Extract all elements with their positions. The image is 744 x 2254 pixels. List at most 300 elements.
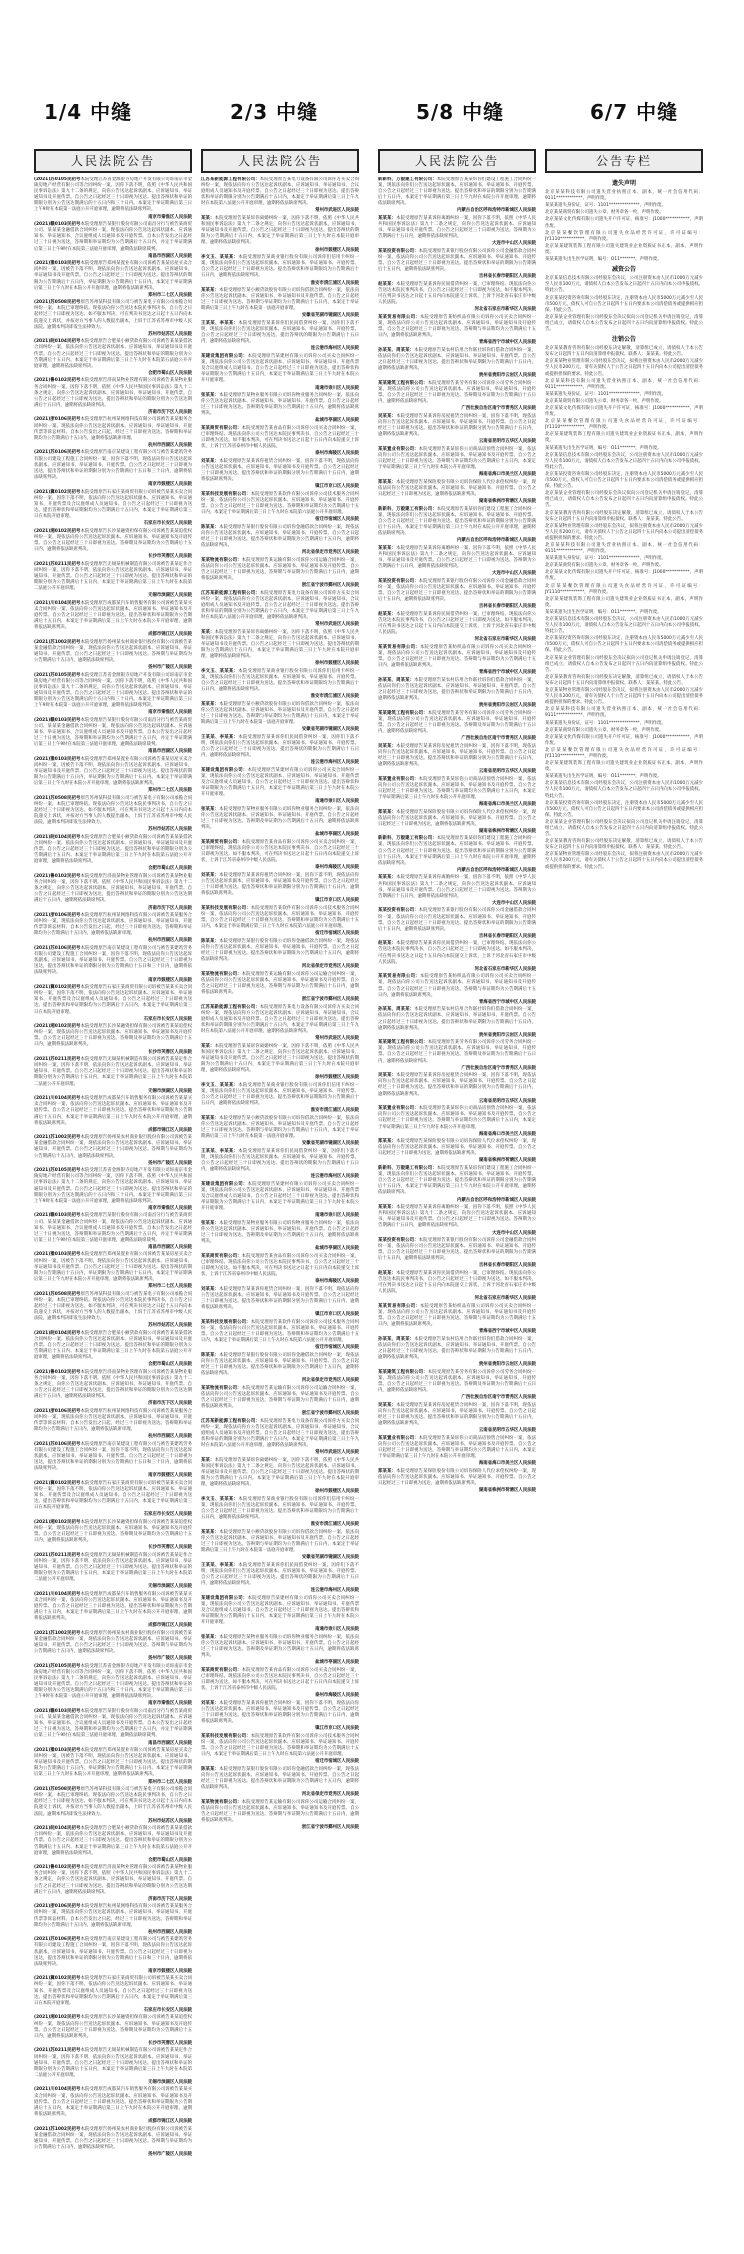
notice-text: 本院受理原告某运输有限公司诉你公司运输合同纠纷一案，依法向你公司公告送达起诉状副本、应诉通知书、举证通知书及开庭传票。自公告之日起经过三十日即视为送达，答辩期与举证期为公告期满后十五日内，逾期将依法缺席判决。 bbox=[201, 1799, 359, 1823]
court-name: 盐城市亭湖区人民法院 bbox=[315, 418, 359, 424]
notice-entry bbox=[378, 1106, 536, 1130]
court-name: 海南省海口市美兰区人民法院 bbox=[478, 472, 536, 478]
notice-lead: (2021)湘0102民初号 bbox=[34, 1519, 81, 1525]
notice-text: 本院受理江苏省金源银寺房地产开发有限公司诉南京市金陵房地产经营有限公司等合同纠纷一案，因你下落不明，依照《中华人民共和国民事诉讼法》第九十二条的规定，向你公告送达起诉状副本、应诉通知书、举证通知书及开庭传票。自公告之日起经过三十日即视为送达。提出答辩状和举证的期限分别为公告送达期满后的十五日内和三十日内。本案定于举证期满后第三日上午9时在本院第一法庭公开开庭审理，逾期将依法缺席判决。 bbox=[34, 1168, 192, 1204]
notice-text: 本院受理原告扬州某农村商业银行股份有限公司诉被告某某金融借款合同纠纷一案，现依法向你公告送达起诉状副本、应诉通知书、举证通知书、开庭传票。自公告之日起经过三十日即视为送达。答辩期与举证期均为公告期满后十五日内，逾期依法缺席判决。 bbox=[34, 1135, 192, 1159]
notice-entry bbox=[34, 796, 192, 826]
notice-lead: (2021)冀0102民初号 bbox=[34, 1480, 81, 1486]
court-name: 内蒙古自治区呼和浩特市新城区人民法院 bbox=[456, 867, 536, 873]
court-name: 青海省西宁市城中区人民法院 bbox=[478, 340, 536, 346]
notice-text: 本院受理原告某银行股份有限公司南昌分行与被告某商贸公司、某某某金融借款合同纠纷一案，现依法向你公告送达起诉状副本、应诉通知书、举证通知书、合议庭组成人员通知书及开庭传票。自本公告发出之日起经过三十日视为送达，答辩期和举证期均为公告期满后十五日内，并定于举证期满后第三日上午9时在本院第三法庭开庭审理，逾期依法缺席裁判。 bbox=[34, 1213, 192, 1243]
court-name: 郑州市二七区人民法院 bbox=[148, 1283, 192, 1289]
notice-text: 本院受理原告某某诉你租赁合同纠纷一案，因你下落不明，现依法向你公告送达起诉状副本、应诉通知书、举证通知书及开庭传票。自公告之日起经过三十日即视为送达。提出答辩状和举证的期限分别为公告期满后十五日内，逾期将依法缺席判决。 bbox=[201, 459, 359, 483]
notice-entry bbox=[201, 426, 359, 450]
notice-text: 本院受理原告济南某物业管理有限公司诉被告某某物业服务合同纠纷一案，因你下落不明，依照《中华人民共和国民事诉讼法》第九十二条之规定，向你公告送达起诉状副本、应诉通知书、举证通知书、开庭传票。自公告之日起经过三十日即视为送达，提出答辩状和举证的期限分别为公告送达期满后十五日内，逾期将依法缺席判决。 bbox=[34, 378, 192, 408]
court-name: 安徽省芜湖市镜湖区人民法院 bbox=[301, 727, 359, 733]
court-name: 济南市历下区人民法院 bbox=[148, 905, 192, 911]
court-name: 浙江省宁波市鄞州区人民法院 bbox=[301, 1825, 359, 1831]
notice-lead: 张某某： bbox=[201, 807, 220, 812]
notice-text: 北京某某投资咨询有限公司经股东决定，注册资本由人民币5000万元减少至人民币500万元，债权人可自公告之日起四十五日内要求本公司清偿债务或提供相应担保。特此公告。 bbox=[545, 800, 703, 818]
notice-entry bbox=[201, 702, 359, 726]
notice-entry bbox=[378, 645, 536, 669]
notice-lead: 某某贸易有限公司： bbox=[378, 314, 420, 320]
notice-entry bbox=[34, 1168, 192, 1205]
notice-lead: (2021)苏1002民初号 bbox=[34, 2126, 81, 2132]
court-name: 南通市崇川区人民法院 bbox=[315, 1213, 359, 1219]
notice-lead: 某某某： bbox=[201, 702, 220, 707]
notice-lead: (2021)苏0106民初号 bbox=[34, 450, 81, 456]
court-name: 宿迁市宿城区人民法院 bbox=[315, 1345, 359, 1351]
notice-entry bbox=[378, 777, 536, 801]
notice-text: 本院受理原告某银行股份有限公司诉你金融借款合同纠纷一案，现依法向你公告送达起诉状副本、应诉通知书、举证通知书、开庭传票。自公告之日起经过三十日即视为送达。提出答辩状和举证期限为公告期满后十五日内，逾期将依法缺席判决。 bbox=[201, 524, 359, 549]
court-name: 宿迁市宿城区人民法院 bbox=[315, 517, 359, 523]
court-name: 湖南省株洲市荷塘区人民法院 bbox=[478, 1488, 536, 1494]
notice-text: 北京某某投资咨询有限公司经股东决定，注册资本由人民币5000万元减少至人民币500万元，债权人可自公告之日起四十五日内要求本公司清偿债务或提供相应担保。特此公告。 bbox=[545, 295, 703, 313]
notice-text: 本院受理原告扬州某农村商业银行股份有限公司诉被告某某金融借款合同纠纷一案，现依法向你公告送达起诉状副本、应诉通知书、举证通知书、开庭传票。自公告之日起经过三十日即视为送达。答辩期与举证期均为公告期满后十五日内，逾期依法缺席判决。 bbox=[34, 1630, 192, 1655]
notice-entry bbox=[201, 1734, 359, 1758]
notice-lead: 某某： bbox=[201, 1043, 215, 1049]
notice-text: 本院受理原告石家庄某商贸有限公司诉被告某某买卖合同纠纷一案，因你下落不明，依法向你公告送达起诉状副本、应诉通知书、举证通知书、开庭传票及合议庭组成人员通知书。自公告之日起经过三十日即视为送达。提出答辩状和举证期限均为公告期满后十五日内，本案定于举证期满后第三日在本院开庭审理。 bbox=[34, 489, 192, 519]
court-name: 石家庄市长安区人民法院 bbox=[143, 1016, 192, 1022]
notice-text: 本院受理原告某软件有限公司诉你公司技术服务合同纠纷一案，依法向你公司公告送达起诉状副本、应诉通知书、举证通知书、开庭传票。自公告之日起经过三十日即视为送达。答辩期和举证期均为公告期满后十五日内，本案定于举证期满后第三日上午九时在本院第六法庭公开开庭审理。 bbox=[201, 1319, 359, 1344]
notice-lead: (2021)赣0103民初号 bbox=[34, 222, 81, 228]
notice-text: 本院受理原告某银行股份有限公司诉你公司金融借款合同纠纷一案，依法向你公司公告送达起诉状副本、应诉通知书、举证通知书、开庭传票。自公告之日起经过三十日即视为送达。提出答辩状和举证的期限为公告期满后十五日内，逾期将依法缺席判决。 bbox=[378, 908, 536, 932]
notice-entry bbox=[378, 974, 536, 998]
notice-text: 某某某遗失出生医学证明，编号：O11*******，声明作废。 bbox=[545, 257, 662, 263]
notice-entry bbox=[201, 906, 359, 930]
notice-entry bbox=[545, 597, 703, 609]
notice-text: 本院受理原告某纺织品有限公司诉你公司买卖合同纠纷一案，现依法向你公司公告送达起诉状副本、应诉通知书、举证通知书及开庭传票。自公告之日起经过三十日即视为送达。答辩期与举证期均为公告期满后十五日内，逾期将依法缺席判决。 bbox=[378, 314, 536, 339]
notice-entry bbox=[545, 406, 703, 418]
notice-lead: (2021)浙0106民初号 bbox=[34, 1904, 81, 1910]
notice-entry bbox=[34, 222, 192, 252]
notice-entry bbox=[378, 282, 536, 306]
notice-entry bbox=[34, 1865, 192, 1895]
notice-entry bbox=[34, 757, 192, 787]
notice-text: 本院受理原告某电力设备有限公司诉你方买卖合同纠纷一案，现依法向你方公告送达起诉状副本、应诉通知书、举证通知书、合议庭组成人员通知书及开庭传票。自公告之日起经过三十日即视为送达。提出答辩状和举证的期限分别为公告期满后十五日内，本案定于举证期满后第三日上午九时在本院第八法庭公开开庭审理，逾期将依法缺席判决。 bbox=[201, 177, 359, 207]
notice-lead: 吴某某： bbox=[378, 1073, 397, 1079]
notice-text: 本院受理原告长沙某融资担保有限公司诉被告某某追偿权纠纷一案，现依法向你公告送达起诉状副本、应诉通知书、举证通知书及开庭传票。自公告之日起经过三十日即视为送达。答辩期及举证期均为公告期满后十五日内，逾期将依法缺席判决。 bbox=[34, 1519, 192, 1544]
notice-lead: 江苏某新能源工程有限公司： bbox=[201, 1418, 260, 1424]
notice-entry bbox=[378, 1166, 536, 1196]
notice-entry bbox=[378, 1238, 536, 1262]
notice-text: 北京某某企业管理有限公司经股东会决议拟向公司登记机关申请注销登记，清算组已成立，请债权人自本公告发布之日起四十五日内向清算组申报债权。特此公告。 bbox=[545, 819, 703, 838]
court-name: 南昌市西湖区人民法院 bbox=[148, 1244, 192, 1250]
notice-entry bbox=[545, 472, 703, 490]
notice-lead: (2021)苏0105民初号 bbox=[34, 1663, 81, 1669]
court-name: 连云港市海州区人民法院 bbox=[310, 760, 359, 766]
notice-entry bbox=[201, 1530, 359, 1554]
court-name: 长沙市芙蓉区人民法院 bbox=[148, 1049, 192, 1055]
notice-entry bbox=[378, 810, 536, 828]
notice-text: 本院受理原告某保险股份有限公司诉你保险人代位求偿权纠纷一案，现依法向你公告送达起诉状副本、应诉通知书、举证通知书、开庭传票。自公告之日起经过三十日即视为送达，逾期将依法缺席判决。 bbox=[378, 1139, 536, 1157]
notice-lead: 某某投资有限公司： bbox=[378, 578, 419, 584]
court-name: 扬州市广陵区人民法院 bbox=[148, 1656, 192, 1662]
notice-entry bbox=[545, 524, 703, 542]
notice-text: 本院受理原告某商业银行股份有限公司诉你们信用卡纠纷一案，现依法向你们公告送达起诉状副本、应诉通知书、举证通知书、开庭传票。自公告之日起经过三十日即视为送达。提出答辩状和举证期限均为公告期满后十五日内，逾期将依法缺席判决。 bbox=[201, 255, 359, 279]
notice-entry bbox=[201, 1221, 359, 1245]
notice-entry bbox=[378, 216, 536, 240]
notice-text: 北京某某餐饮管理有限公司遗失食品经营许可证，许可证编号：JY1110***********，声明作废。 bbox=[545, 419, 703, 431]
notice-lead: 张某某： bbox=[201, 1634, 220, 1640]
court-name: 杭州市西湖区人民法院 bbox=[148, 442, 192, 448]
notice-lead: 新新科、万毅建工有限公司： bbox=[378, 177, 437, 182]
notice-lead: (2021)冀0102民初号 bbox=[34, 489, 81, 495]
notice-lead: (2021)豫0103民初号 bbox=[34, 756, 81, 762]
court-name: 连云港市海州区人民法院 bbox=[310, 1588, 359, 1594]
notice-entry bbox=[201, 558, 359, 582]
notice-entry bbox=[378, 1040, 536, 1064]
notice-text: 本院受理原告某保险股份有限公司诉你保险人代位求偿权纠纷一案，现依法向你公告送达起诉状副本、应诉通知书、举证通知书、开庭传票。自公告之日起经过三十日即视为送达，逾期将依法缺席判决。 bbox=[378, 479, 536, 497]
notice-text: 本院受理原告某某诉你离婚纠纷一案，因你下落不明，依照《中华人民共和国民事诉讼法》第九十二条之规定，向你公告送达起诉状副本、应诉通知书、举证通知书及开庭传票。自公告之日起经过三十日即视为送达。答辩期为公告期满后十五日内，逾期将依法缺席判决。 bbox=[378, 216, 536, 240]
notice-entry bbox=[201, 1353, 359, 1377]
notice-entry bbox=[34, 339, 192, 369]
notice-entry bbox=[34, 1057, 192, 1087]
notice-text: 本院受理原告南京某建设工程有限公司与被告某建筑劳务有限公司建设工程施工合同纠纷一案，因你下落不明，现依法向你公告送达起诉状副本、应诉通知书、举证通知书、开庭传票。自公告之日起经过三十日即视为送达，提出答辩状和举证的期限分别为公告期满后十五日和三十日内，逾期将依法缺席判决。 bbox=[34, 1937, 192, 1967]
notice-entry bbox=[545, 453, 703, 471]
court-name: 无锡市滨湖区人民法院 bbox=[148, 593, 192, 598]
notice-lead: 某某商贸有限公司： bbox=[201, 1667, 242, 1673]
notice-text: 本院受理原告某某诉你房屋租赁合同纠纷一案，因你下落不明，现依法向你公告送达起诉状副本、应诉通知书、举证通知书、开庭传票。自公告之日起经过三十日即视为送达。提出答辩状和举证的期限分别为公告期满后十五日内，逾期将依法缺席判决。 bbox=[378, 743, 536, 767]
notice-text: 本院受理原告某农村信用合作联社诉你们借款合同纠纷一案，依法向你们公告送达起诉状副本、应诉通知书、举证通知书、开庭传票。自公告之日起经过三十日即视为送达。提出答辩状和举证期限为公告期满后十五日内，逾期将依法缺席判决。 bbox=[378, 347, 536, 372]
notice-text: 北京某某投资咨询有限公司经股东决定，注册资本由人民币5000万元减少至人民币500万元，债权人可自公告之日起四十五日内要求本公司清偿债务或提供相应担保。特此公告。 bbox=[545, 471, 703, 490]
notice-lead: 某某贸易有限公司： bbox=[378, 644, 420, 650]
notice-entry bbox=[545, 617, 703, 635]
court-name: 长沙市芙蓉区人民法院 bbox=[148, 2040, 192, 2046]
notice-lead: 王某某、李某某： bbox=[201, 321, 239, 327]
notice-lead: (2021)豫0103民初号 bbox=[34, 261, 81, 267]
notice-text: 北京某某科技有限公司遗失营业执照正本、副本，统一社会信用代码：9111************，声明作废。 bbox=[545, 190, 703, 202]
notice-lead: 新新科、万毅建工有限公司： bbox=[378, 836, 437, 842]
notice-text: 本院受理原告某劳务有限公司诉你公司劳务合同纠纷一案，现依法向你公司公告送达起诉状副本、应诉通知书、举证通知书、开庭传票。自公告之日起经过三十日即视为送达。答辩期及举证期为公告期满后十五日内，逾期将依法缺席判决。 bbox=[378, 380, 536, 405]
notice-entry bbox=[34, 562, 192, 592]
notice-lead: (2021)豫0103民初号 bbox=[34, 1748, 81, 1754]
notice-entry bbox=[201, 1767, 359, 1791]
notice-text: 北京某某科技有限公司遗失营业执照正本、副本，统一社会信用代码：9111************，声明作废。 bbox=[545, 542, 703, 555]
notice-text: 本院受理原告某某诉你离婚纠纷一案，因你下落不明，依照《中华人民共和国民事诉讼法》第九十二条之规定，向你公告送达起诉状副本、应诉通知书、举证通知书及开庭传票。自公告之日起经过三十日即视为送达。提出答辩状的期限为公告期满后十五日内，本案定于举证期满后第三日上午九时在本院开庭审理，逾期将依法缺席判决。 bbox=[201, 1457, 359, 1488]
court-name: 大连市中山区人民法院 bbox=[492, 900, 536, 906]
notice-text: 本院受理原告无锡某机械制造有限公司诉被告某某定作合同纠纷一案，因你下落不明，依法向你公告送达起诉状副本、应诉通知书、举证通知书、开庭传票。自公告之日起经过三十日即视为送达。提出答辩状和举证的期限分别为公告期满后十五日内，本案定于举证期满后第三日上午九时在本院第二法庭公开开庭审理。 bbox=[34, 2048, 192, 2078]
notice-text: 本院受理原告某某诉你租赁合同纠纷一案，因你下落不明，现依法向你公告送达起诉状副本、应诉通知书、举证通知书及开庭传票。自公告之日起经过三十日即视为送达。提出答辩状和举证的期限分别为公告期满后十五日内，逾期将依法缺席判决。 bbox=[201, 872, 359, 897]
notice-text: 北京某某企业管理有限公司经股东会决议拟向公司登记机关申请注销登记，清算组已成立，请债权人自本公告发布之日起四十五日内向清算组申报债权。特此公告。 bbox=[545, 491, 703, 509]
notice-text: 本院受理原告济南某物业管理有限公司诉被告某某物业服务合同纠纷一案，因你下落不明，依照《中华人民共和国民事诉讼法》第九十二条之规定，向你公告送达起诉状副本、应诉通知书、举证通知书、开庭传票。自公告之日起经过三十日即视为送达，提出答辩状和举证的期限分别为公告送达期满后十五日内，逾期将依法缺席判决。 bbox=[34, 874, 192, 904]
notice-entry bbox=[378, 315, 536, 339]
notice-text: 本院受理原告某某诉你们建设工程施工合同纠纷一案，现依法向你们公告送达起诉状副本、应诉通知书、举证通知书、开庭传票。自公告之日起经过三十日即视为送达。提出答辩状和举证的期限分别为公告期满后十五日内，本案定于举证期满后第三日上午九时在本院公开开庭审理，逾期将依法缺席判决。 bbox=[378, 1166, 536, 1196]
notice-text: 北京某某建筑装饰工程有限公司遗失建筑业企业资质证书正本、副本，声明作废。 bbox=[545, 432, 703, 444]
notice-lead: 王某某、李某某： bbox=[201, 1148, 239, 1154]
notice-lead: 某建设集团有限公司： bbox=[201, 1595, 248, 1601]
notice-text: 北京某某餐饮管理有限公司遗失食品经营许可证，许可证编号：JY1110***********，声明作废。 bbox=[545, 230, 703, 242]
court-name: 安徽省芜湖市镜湖区人民法院 bbox=[301, 1141, 359, 1147]
notice-text: 本院受理原告某某诉你离婚纠纷一案，因你下落不明，依照《中华人民共和国民事诉讼法》第九十二条之规定，向你公告送达起诉状副本、应诉通知书、举证通知书及开庭传票。自公告之日起经过三十日即视为送达。提出答辩状的期限为公告期满后十五日内，本案定于举证期满后第三日上午九时在本院开庭审理，逾期将依法缺席判决。 bbox=[201, 629, 359, 660]
notice-text: 本院受理原告郑州某置业有限公司诉被告某某房屋买卖合同纠纷一案，因被告下落不明，现依法向你公告送达起诉状副本、应诉通知书、举证通知书及开庭传票。自公告之日起经过三十日即视为送达。提出答辩状的期限为公告期满后十五日内，举证期限为公告期满后十五日内。本案定于举证期满后第三日上午九时在本院公开开庭审理，逾期将依法缺席判决。 bbox=[34, 756, 192, 787]
notice-lead: 某某投资有限公司： bbox=[378, 1238, 419, 1244]
notice-entry bbox=[545, 675, 703, 687]
fold-label-1: 1/4 中缝 bbox=[44, 100, 133, 124]
notice-entry bbox=[201, 735, 359, 759]
notice-lead: (2021)鲁0102民初号 bbox=[34, 1865, 81, 1871]
notice-lead: 某某某： bbox=[378, 545, 397, 551]
court-name: 湖南省株洲市荷塘区人民法院 bbox=[478, 499, 536, 505]
court-name: 吉林省长春市朝阳区人民法院 bbox=[478, 933, 536, 939]
notice-entry bbox=[545, 244, 703, 256]
court-name: 成都市锦江区人民法院 bbox=[148, 2118, 192, 2124]
notice-text: 本院受理原告某银行股份有限公司诉你公司金融借款合同纠纷一案，依法向你公司公告送达起诉状副本、应诉通知书、举证通知书、开庭传票。自公告之日起经过三十日即视为送达。提出答辩状和举证的期限为公告期满后十五日内，逾期将依法缺席判决。 bbox=[378, 578, 536, 602]
notice-entry bbox=[201, 1005, 359, 1035]
notice-entry bbox=[34, 2048, 192, 2078]
notice-lead: (2021)苏0106民初号 bbox=[34, 946, 81, 952]
notice-text: 本院受理原告某小额贷款股份有限公司诉你借款合同纠纷一案，依法向你公告送达起诉状副本、应诉通知书、举证通知书及开庭传票。自公告之日起经过三十日即视为送达。答辩期与举证期均为公告期满后十五日内，本案定于举证期满后第三日上午九时在本院第一法庭开庭审理。 bbox=[201, 1115, 359, 1140]
notice-entry bbox=[545, 543, 703, 555]
notice-entry bbox=[34, 378, 192, 408]
notice-entry bbox=[201, 1563, 359, 1587]
notice-text: 本院受理原告无锡某机械制造有限公司诉被告某某定作合同纠纷一案，因你下落不明，依法向你公告送达起诉状副本、应诉通知书、举证通知书、开庭传票。自公告之日起经过三十日即视为送达。提出答辩状和举证的期限分别为公告期满后十五日内，本案定于举证期满后第三日上午九时在本院第二法庭公开开庭审理。 bbox=[34, 561, 192, 591]
notice-lead: 陈某某： bbox=[201, 1766, 220, 1772]
notice-text: 本院受理原告郑州某置业有限公司诉被告某某房屋买卖合同纠纷一案，因被告下落不明，现依法向你公告送达起诉状副本、应诉通知书、举证通知书及开庭传票。自公告之日起经过三十日即视为送达。提出答辩状的期限为公告期满后十五日内，举证期限为公告期满后十五日内。本案定于举证期满后第三日上午九时在本院公开开庭审理，逾期将依法缺席判决。 bbox=[34, 1748, 192, 1778]
notice-entry bbox=[378, 941, 536, 965]
notice-lead: 某某置业有限公司： bbox=[378, 446, 419, 452]
notice-text: 本院受理原告某物业服务有限公司诉你物业服务合同纠纷一案，依法向你公告送达起诉状副本、应诉通知书、举证通知书、开庭传票。自公告之日起经过三十日即视为送达。答辩期及举证期为公告期满后十五日内，逾期将依法缺席判决。 bbox=[201, 1220, 359, 1245]
notice-entry bbox=[201, 972, 359, 996]
notice-text: 本院受理原告南京某建设工程有限公司与被告某建筑劳务有限公司建设工程施工合同纠纷一案，因你下落不明，现依法向你公告送达起诉状副本、应诉通知书、举证通知书、开庭传票。自公告之日起经过三十日即视为送达，提出答辩状和举证的期限分别为公告期满后十五日和三十日内，逾期将依法缺席判决。 bbox=[34, 450, 192, 480]
notice-lead: (2021)苏0105民初号 bbox=[34, 177, 81, 182]
column-1 bbox=[34, 149, 192, 2253]
notice-lead: 某某： bbox=[201, 216, 215, 222]
notice-entry bbox=[34, 1553, 192, 1583]
notice-lead: 张某某： bbox=[201, 1220, 220, 1226]
notice-entry bbox=[34, 2127, 192, 2151]
notice-lead: 王某某、李某某： bbox=[201, 1562, 239, 1568]
court-name: 河北省石家庄市新华区人民法院 bbox=[474, 637, 536, 643]
notice-entry bbox=[378, 1205, 536, 1229]
notice-text: 北京某某建筑装饰工程有限公司遗失建筑业企业资质证书正本、副本，声明作废。 bbox=[545, 596, 703, 608]
notice-entry bbox=[545, 781, 703, 799]
section-heading: 遗失声明 bbox=[611, 180, 636, 187]
court-name: 扬州市广陵区人民法院 bbox=[148, 1160, 192, 1166]
notice-text: 本院受理原告某建材有限公司诉你公司买卖合同纠纷一案，现依法向你公司公告送达起诉状副本、应诉通知书、举证通知书、开庭传票及合议庭组成人员通知书。自公告之日起经过三十日即视为送达。提出答辩状和举证期限为公告期满后十五日内，本案定于举证期满后第三日上午九时在本院公开开庭审理。 bbox=[201, 1595, 359, 1626]
notice-text: 本院受理原告某农村信用合作联社诉你们借款合同纠纷一案，依法向你们公告送达起诉状副本、应诉通知书、举证通知书、开庭传票。自公告之日起经过三十日即视为送达。提出答辩状和举证期限为公告期满后十五日内，逾期将依法缺席判决。 bbox=[378, 1007, 536, 1031]
notice-entry bbox=[545, 570, 703, 582]
notice-entry bbox=[545, 315, 703, 333]
court-name: 扬州市广陵区人民法院 bbox=[148, 665, 192, 671]
notice-entry bbox=[545, 419, 703, 431]
notice-entry bbox=[201, 1320, 359, 1344]
notice-text: 本院受理原告某银行股份有限公司诉你金融借款合同纠纷一案，现依法向你公告送达起诉状副本、应诉通知书、举证通知书、开庭传票。自公告之日起经过三十日即视为送达。提出答辩状和举证期限为公告期满后十五日内，逾期将依法缺席判决。 bbox=[201, 938, 359, 963]
notice-entry bbox=[545, 446, 703, 452]
notice-entry bbox=[201, 1149, 359, 1173]
notice-text: 本院受理原告某某诉你租赁合同纠纷一案，因你下落不明，现依法向你公告送达起诉状副本、应诉通知书、举证通知书及开庭传票。自公告之日起经过三十日即视为送达。提出答辩状和举证的期限分别为公告期满后十五日内，逾期将依法缺席判决。 bbox=[201, 1700, 359, 1725]
notice-text: 本院受理原告某食品有限公司诉你公司买卖合同纠纷一案，已审理终结。现依法向你公司公告送达本院民事判决书，自公告之日起经过三十日即视为送达。如不服本判决，可在判决书送达之日起十五日内向本院递交上诉状，上诉于江苏省泰州市中级人民法院。 bbox=[201, 1667, 359, 1692]
notice-text: 本院受理原告某某诉你租赁合同纠纷一案，因你下落不明，现依法向你公告送达起诉状副本、应诉通知书、举证通知书及开庭传票。自公告之日起经过三十日即视为送达。提出答辩状和举证的期限分别为公告期满后十五日内，逾期将依法缺席判决。 bbox=[201, 1286, 359, 1311]
notice-entry bbox=[545, 432, 703, 444]
court-name: 浙江省宁波市鄞州区人民法院 bbox=[301, 1411, 359, 1417]
notice-entry bbox=[378, 381, 536, 405]
notice-entry bbox=[545, 276, 703, 294]
notice-text: 北京某某建筑装饰工程有限公司遗失建筑业企业资质证书正本、副本，声明作废。 bbox=[545, 761, 703, 773]
court-name: 南昌市西湖区人民法院 bbox=[148, 253, 192, 259]
court-name: 南昌市西湖区人民法院 bbox=[148, 749, 192, 755]
notice-entry bbox=[34, 1664, 192, 1701]
notice-entry bbox=[378, 744, 536, 768]
notice-text: 北京某某信息技术有限公司经股东会决议，公司注册资本由人民币1000万元减少至人民币100万元，请债权人自本公告发布之日起四十五日内向本公司申报债权。特此公告。 bbox=[545, 452, 703, 470]
notice-text: 本院受理原告某纺织品有限公司诉你公司买卖合同纠纷一案，现依法向你公司公告送达起诉状副本、应诉通知书、举证通知书及开庭传票。自公告之日起经过三十日即视为送达。答辩期与举证期均为公告期满后十五日内，逾期将依法缺席判决。 bbox=[378, 1304, 536, 1328]
notice-text: 北京某某科技有限公司遗失营业执照正本、副本，统一社会信用代码：9111************，声明作废。 bbox=[545, 707, 703, 719]
court-name: 泰州市海陵区人民法院 bbox=[315, 1693, 359, 1699]
notice-lead: 刘某某： bbox=[201, 1700, 220, 1706]
court-name: 合肥市蜀山区人民法院 bbox=[148, 866, 192, 872]
notice-entry bbox=[545, 231, 703, 243]
court-name: 合肥市蜀山区人民法院 bbox=[148, 1362, 192, 1368]
notice-lead: 某某某： bbox=[201, 1115, 220, 1121]
notice-text: 本院受理原告杭州某网络科技有限公司诉被告某某服务合同纠纷一案，现依法向你公告送达起诉状副本、应诉通知书、举证通知书、开庭传票等诉讼材料。自本公告发出之日起，经过三十日即视为送达。答辩期和举证期均为公告期满后十五日内，逾期将依法缺席审理。 bbox=[34, 1904, 192, 1928]
notice-lead: 吴某某： bbox=[378, 1402, 397, 1408]
notice-lead: (2021)皖0104民初号 bbox=[34, 834, 81, 840]
notice-text: 本院受理原告某纺织品有限公司诉你公司买卖合同纠纷一案，现依法向你公司公告送达起诉状副本、应诉通知书、举证通知书及开庭传票。自公告之日起经过三十日即视为送达。答辩期与举证期均为公告期满后十五日内，逾期将依法缺席判决。 bbox=[378, 974, 536, 998]
notice-lead: 某某物流有限公司： bbox=[201, 1385, 242, 1391]
court-name: 南通市崇川区人民法院 bbox=[315, 385, 359, 391]
notice-entry bbox=[545, 556, 703, 562]
court-name: 淮安市清江浦区人民法院 bbox=[310, 694, 359, 700]
notice-lead: (2021)赣0103民初号 bbox=[34, 1213, 81, 1219]
notice-lead: (2021)苏0211民初号 bbox=[34, 561, 81, 567]
notice-text: 本院受理原告某农村信用合作联社诉你们借款合同纠纷一案，依法向你们公告送达起诉状副本、应诉通知书、举证通知书、开庭传票。自公告之日起经过三十日即视为送达。提出答辩状和举证期限为公告期满后十五日内，逾期将依法缺席判决。 bbox=[378, 1337, 536, 1361]
notice-text: 本院受理原告某商业银行股份有限公司诉你们信用卡纠纷一案，现依法向你们公告送达起诉状副本、应诉通知书、举证通知书、开庭传票。自公告之日起经过三十日即视为送达。提出答辩状和举证期限均为公告期满后十五日内，逾期将依法缺席判决。 bbox=[201, 1082, 359, 1107]
notice-entry bbox=[201, 669, 359, 693]
notice-text: 本院受理原告合肥某小额贷款有限公司诉被告某某某借款合同纠纷一案，依法向你公告送达起诉状副本、应诉通知书、举证通知书及开庭传票。自公告之日起经过三十日即视为送达。提出答辩状和举证的期限分别为公告期满后十五日内。本案定于举证期满后第三日上午九时在本院第五法庭公开开庭审理，逾期将依法缺席判决。 bbox=[34, 1826, 192, 1856]
notice-entry bbox=[378, 1073, 536, 1097]
court-name: 海南省海口市美兰区人民法院 bbox=[478, 1131, 536, 1137]
notice-lead: 某某科技发展有限公司： bbox=[201, 492, 251, 497]
notice-lead: 某某投资有限公司： bbox=[378, 908, 419, 914]
court-name: 南京市秦淮区人民法院 bbox=[148, 214, 192, 220]
notice-text: 北京某某餐饮管理有限公司遗失食品经营许可证，许可证编号：JY1110***********，声明作废。 bbox=[545, 583, 703, 595]
notice-entry bbox=[34, 1370, 192, 1400]
notice-lead: (2021)鲁0102民初号 bbox=[34, 874, 81, 880]
notice-entry bbox=[201, 354, 359, 384]
notice-text: 本院受理原告某电力设备有限公司诉你方买卖合同纠纷一案，现依法向你方公告送达起诉状副本、应诉通知书、举证通知书、合议庭组成人员通知书及开庭传票。自公告之日起经过三十日即视为送达。提出答辩状和举证的期限分别为公告期满后十五日内，本案定于举证期满后第三日上午九时在本院第八法庭公开开庭审理，逾期将依法缺席判决。 bbox=[201, 590, 359, 621]
notice-entry bbox=[34, 601, 192, 631]
notice-entry bbox=[34, 261, 192, 291]
fold-label-2: 2/3 中缝 bbox=[230, 100, 319, 124]
notice-entry bbox=[34, 1252, 192, 1282]
notice-text: 本院受理原告杭州某网络科技有限公司诉被告某某服务合同纠纷一案，现依法向你公告送达起诉状副本、应诉通知书、举证通知书、开庭传票等诉讼材料。自本公告发出之日起，经过三十日即视为送达。答辩期和举证期均为公告期满后十五日内，逾期将依法缺席审理。 bbox=[34, 1408, 192, 1432]
court-name: 长沙市芙蓉区人民法院 bbox=[148, 553, 192, 559]
notice-text: 本院受理原告某食品有限公司诉你公司买卖合同纠纷一案，已审理终结。现依法向你公司公告送达本院民事判决书，自公告之日起经过三十日即视为送达。如不服本判决，可在判决书送达之日起十五日内向本院递交上诉状，上诉于江苏省泰州市中级人民法院。 bbox=[201, 426, 359, 450]
notice-lead: 某某某： bbox=[201, 288, 220, 294]
notice-lead: 某某贸易有限公司： bbox=[378, 974, 420, 980]
notice-lead: 陈某某： bbox=[201, 1352, 220, 1358]
notice-text: 本院受理原告某物业服务有限公司诉你物业服务合同纠纷一案，依法向你公告送达起诉状副本、应诉通知书、举证通知书、开庭传票。自公告之日起经过三十日即视为送达。答辩期及举证期为公告期满后十五日内，逾期将依法缺席判决。 bbox=[201, 807, 359, 831]
notice-text: 本院受理原告某某诉你们民间借贷纠纷一案，因你们下落不明，现依法向你们公告送达起诉状副本、应诉通知书、举证通知书、开庭传票。自公告之日起经过三十日即视为送达。提出答辩状的期限为公告期满后十五日内，逾期将依法缺席判决。 bbox=[201, 734, 359, 759]
notice-entry bbox=[201, 873, 359, 897]
section-heading: 减资公告 bbox=[611, 266, 636, 274]
notice-entry bbox=[34, 1520, 192, 1544]
fold-label-4: 6/7 中缝 bbox=[590, 100, 679, 124]
notice-text: 北京某某投资咨询有限公司经股东决定，注册资本由人民币5000万元减少至人民币500万元，债权人可自公告之日起四十五日内要求本公司清偿债务或提供相应担保。特此公告。 bbox=[545, 636, 703, 654]
court-name: 杭州市西湖区人民法院 bbox=[148, 938, 192, 944]
notice-entry bbox=[201, 939, 359, 963]
court-name: 苏州市姑苏区人民法院 bbox=[148, 1818, 192, 1824]
court-name: 贵州省贵阳市云岩区人民法院 bbox=[478, 1032, 536, 1038]
notice-text: 北京某某文化传媒有限公司遗失开户许可证，核准号：J1000***********，声明作废。 bbox=[545, 217, 703, 229]
court-name: 无锡市滨湖区人民法院 bbox=[148, 2079, 192, 2085]
notice-entry bbox=[34, 490, 192, 520]
notice-lead: 某某科技发展有限公司： bbox=[201, 905, 251, 911]
court-name: 浙江省宁波市鄞州区人民法院 bbox=[301, 583, 359, 589]
notice-lead: 孙某某、周某某： bbox=[378, 1007, 415, 1013]
court-name: 青海省西宁市城中区人民法院 bbox=[478, 999, 536, 1005]
court-name: 杭州市西湖区人民法院 bbox=[148, 1929, 192, 1935]
court-name: 贵州省贵阳市云岩区人民法院 bbox=[478, 1362, 536, 1368]
notice-entry bbox=[378, 507, 536, 537]
court-name: 广西壮族自治区南宁市青秀区人民法院 bbox=[461, 406, 536, 412]
court-name: 吉林省长春市朝阳区人民法院 bbox=[478, 604, 536, 610]
notice-text: 本院受理原告成都某汽车销售服务有限公司诉被告某某买卖合同纠纷一案，依法向你公告送达起诉状副本、应诉通知书、举证通知书及开庭传票。自公告之日起经过三十日即视为送达。提出答辩状和举证期限为公告期满后十五日内，本案定于举证期满后第三日上午九时在本院公开开庭审理，逾期将依法缺席判决。 bbox=[34, 1591, 192, 1622]
court-name: 湖南省株洲市荷塘区人民法院 bbox=[478, 1158, 536, 1164]
notice-entry bbox=[378, 678, 536, 702]
notice-text: 本院受理原告某某诉你们建设工程施工合同纠纷一案，现依法向你们公告送达起诉状副本、应诉通知书、举证通知书、开庭传票。自公告之日起经过三十日即视为送达。提出答辩状和举证的期限分别为公告期满后十五日内，本案定于举证期满后第三日上午九时在本院公开开庭审理，逾期将依法缺席判决。 bbox=[378, 836, 536, 866]
notice-text: 本院受理原告某软件有限公司诉你公司技术服务合同纠纷一案，依法向你公司公告送达起诉状副本、应诉通知书、举证通知书、开庭传票。自公告之日起经过三十日即视为送达。答辩期和举证期均为公告期满后十五日内，本案定于举证期满后第三日上午九时在本院第六法庭公开开庭审理。 bbox=[201, 492, 359, 516]
notice-text: 本院受理原告合肥某小额贷款有限公司诉被告某某某借款合同纠纷一案，依法向你公告送达起诉状副本、应诉通知书、举证通知书及开庭传票。自公告之日起经过三十日即视为送达。提出答辩状和举证的期限分别为公告期满后十五日内。本案定于举证期满后第三日上午九时在本院第五法庭公开开庭审理，逾期将依法缺席判决。 bbox=[34, 834, 192, 865]
notice-text: 本院受理原告某软件有限公司诉你公司技术服务合同纠纷一案，依法向你公司公告送达起诉状副本、应诉通知书、举证通知书、开庭传票。自公告之日起经过三十日即视为送达。答辩期和举证期均为公告期满后十五日内，本案定于举证期满后第三日上午九时在本院第六法庭公开开庭审理。 bbox=[201, 905, 359, 930]
court-name: 郑州市二七区人民法院 bbox=[148, 788, 192, 794]
notice-text: 本院受理原告成都某汽车销售服务有限公司诉被告某某买卖合同纠纷一案，依法向你公告送达起诉状副本、应诉通知书、举证通知书及开庭传票。自公告之日起经过三十日即视为送达。提出答辩状和举证期限为公告期满后十五日内，本案定于举证期满后第三日上午九时在本院公开开庭审理，逾期将依法缺席判决。 bbox=[34, 1096, 192, 1126]
court-name: 南通市崇川区人民法院 bbox=[315, 1627, 359, 1633]
court-name: 贵州省贵阳市云岩区人民法院 bbox=[478, 373, 536, 379]
notice-text: 本院受理原告无锡某机械制造有限公司诉被告某某定作合同纠纷一案，因你下落不明，依法向你公告送达起诉状副本、应诉通知书、举证通知书、开庭传票。自公告之日起经过三十日即视为送达。提出答辩状和举证的期限分别为公告期满后十五日内，本案定于举证期满后第三日上午九时在本院第二法庭公开开庭审理。 bbox=[34, 1552, 192, 1583]
notice-text: 北京某某商贸有限公司遗失公章、财务章各一枚，声明作废。 bbox=[545, 727, 664, 733]
notice-entry bbox=[34, 1826, 192, 1856]
notice-entry bbox=[545, 721, 703, 727]
notice-text: 本院受理江苏省金源银寺房地产开发有限公司诉南京市金陵房地产经营有限公司等合同纠纷一案，因你下落不明，依照《中华人民共和国民事诉讼法》第九十二条的规定，向你公告送达起诉状副本、应诉通知书、举证通知书及开庭传票。自公告之日起经过三十日即视为送达。提出答辩状和举证的期限分别为公告送达期满后的十五日内和三十日内。本案定于举证期满后第三日上午9时在本院第一法庭公开开庭审理，逾期将依法缺席判决。 bbox=[34, 177, 192, 213]
notice-entry bbox=[201, 1254, 359, 1278]
notice-text: 本院受理原告某某诉你离婚纠纷一案，因你下落不明，依照《中华人民共和国民事诉讼法》第九十二条之规定，向你公告送达起诉状副本、应诉通知书、举证通知书及开庭传票。自公告之日起经过三十日即视为送达。答辩期为公告期满后十五日内，逾期将依法缺席判决。 bbox=[378, 875, 536, 899]
notice-entry bbox=[378, 249, 536, 273]
notice-lead: (2021)赣0103民初号 bbox=[34, 1709, 81, 1715]
court-name: 盐城市亭湖区人民法院 bbox=[315, 1246, 359, 1252]
notice-lead: 某某某： bbox=[378, 1205, 397, 1211]
notice-lead: 某某置业有限公司： bbox=[378, 1106, 419, 1112]
notice-entry bbox=[201, 1497, 359, 1521]
notice-entry bbox=[378, 1370, 536, 1394]
court-name: 盐城市亭湖区人民法院 bbox=[315, 832, 359, 838]
court-name: 济南市历下区人民法院 bbox=[148, 409, 192, 415]
notice-entry bbox=[34, 1631, 192, 1655]
notice-text: 本院受理原告某某诉你民间借贷纠纷一案，已审理终结。现依法向你公告送达本院民事判决书，自公告之日起经过三十日即视为送达。如不服本判决，可在判决书送达之日起十五日内向本院递交上诉状，上诉于河北省石家庄市中级人民法院。 bbox=[378, 941, 536, 965]
notice-lead: 李文玉、某某某： bbox=[201, 1496, 239, 1502]
notice-text: 本院受理原告某某诉你们民间借贷纠纷一案，因你们下落不明，现依法向你们公告送达起诉状副本、应诉通知书、举证通知书、开庭传票。自公告之日起经过三十日即视为送达。提出答辩状的期限为公告期满后十五日内，逾期将依法缺席判决。 bbox=[201, 1562, 359, 1587]
notice-text: 本院受理原告杭州某网络科技有限公司诉被告某某服务合同纠纷一案，现依法向你公告送达起诉状副本、应诉通知书、举证通知书、开庭传票等诉讼材料。自本公告发出之日起，经过三十日即视为送达。答辩期和举证期均为公告期满后十五日内，逾期将依法缺席审理。 bbox=[34, 913, 192, 937]
notice-entry bbox=[378, 1304, 536, 1328]
notice-entry bbox=[34, 1904, 192, 1928]
notice-entry bbox=[378, 612, 536, 636]
notice-entry bbox=[378, 875, 536, 899]
notice-text: 北京某某文化传媒有限公司遗失开户许可证，核准号：J1000***********，声明作废。 bbox=[545, 570, 703, 582]
court-name: 云南省昆明市五华区人民法院 bbox=[478, 439, 536, 445]
notice-text: 北京某某商贸有限公司遗失公章、财务章各一枚，声明作废。 bbox=[545, 398, 664, 404]
court-name: 南京市秦淮区人民法院 bbox=[148, 1701, 192, 1707]
notice-lead: (2021)苏1002民初号 bbox=[34, 1135, 81, 1141]
notice-lead: (2021)苏0508民初号 bbox=[34, 1291, 81, 1297]
notice-text: 本院受理原告某运输有限公司诉你公司运输合同纠纷一案，依法向你公司公告送达起诉状副本、应诉通知书、举证通知书及开庭传票。自公告之日起经过三十日即视为送达，答辩期与举证期为公告期满后十五日内，逾期将依法缺席判决。 bbox=[201, 971, 359, 996]
notice-entry bbox=[34, 640, 192, 664]
notice-text: 北京某某建筑装饰工程有限公司遗失建筑业企业资质证书正本、副本，声明作废。 bbox=[545, 243, 703, 255]
court-name: 淮安市清江浦区人民法院 bbox=[310, 1522, 359, 1528]
notice-lead: (2021)苏0105民初号 bbox=[34, 1168, 81, 1174]
notice-lead: 某某某： bbox=[378, 875, 397, 881]
notice-entry bbox=[545, 399, 703, 405]
notice-entry bbox=[201, 1800, 359, 1824]
